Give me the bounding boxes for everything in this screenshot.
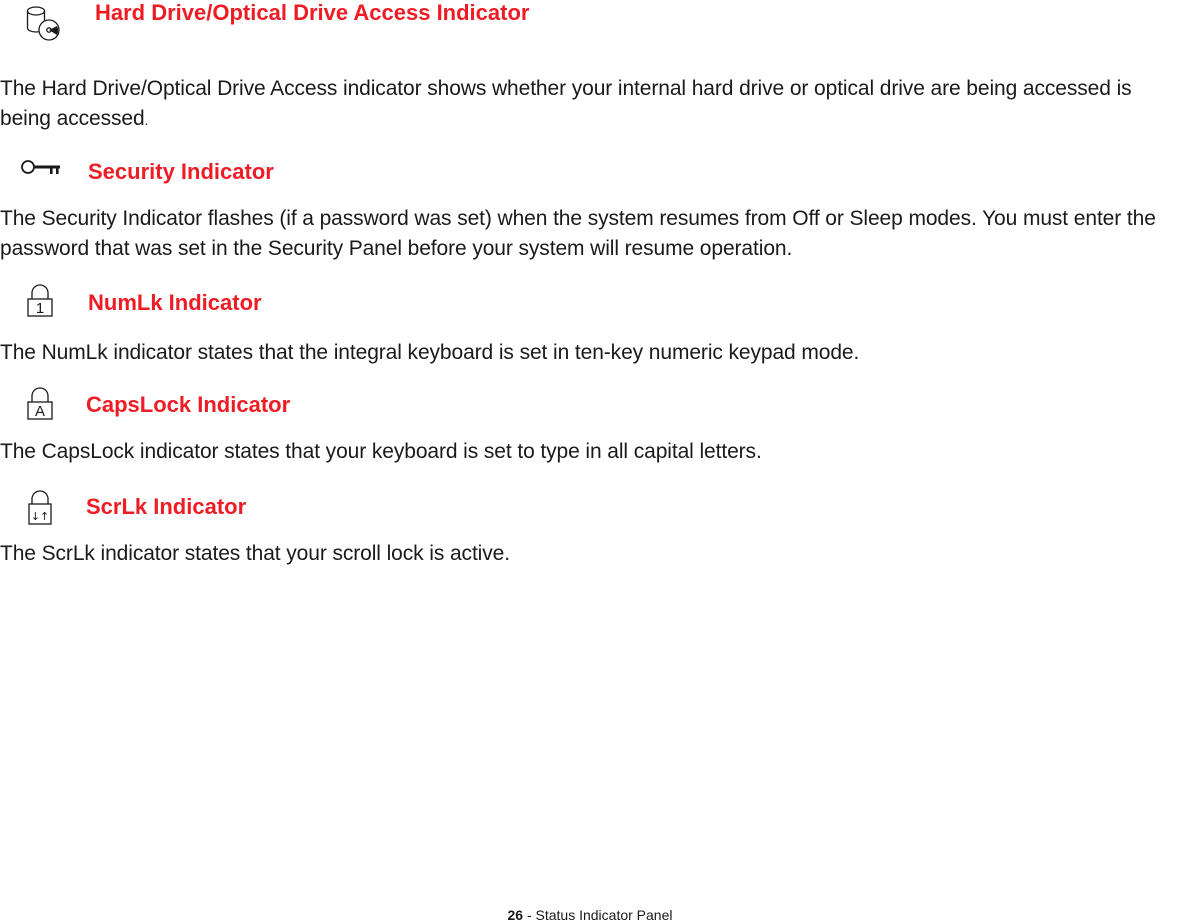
page-number: 26 bbox=[507, 907, 524, 923]
hard-drive-indicator-heading: Hard Drive/Optical Drive Access Indicator bbox=[95, 0, 530, 25]
page-footer bbox=[0, 906, 1180, 924]
numlk-indicator-heading: NumLk Indicator bbox=[88, 290, 262, 315]
security-indicator-description: The Security Indicator flashes (if a password was set) when the system resumes from Off or Sleep modes. You must enter the password that was set in the Security Panel before your system will resume operation. bbox=[0, 207, 1156, 260]
security-indicator-heading: Security Indicator bbox=[88, 159, 274, 184]
scrlk-indicator-heading: ScrLk Indicator bbox=[86, 494, 247, 519]
capslock-icon bbox=[26, 386, 54, 422]
scrolllock-icon bbox=[26, 490, 54, 526]
capslock-indicator-description: The CapsLock indicator states that your keyboard is set to type in all capital letters. bbox=[0, 440, 762, 463]
footer-section-title: - Status Indicator Panel bbox=[523, 907, 673, 923]
hard-drive-optical-icon bbox=[24, 2, 64, 42]
hard-drive-description-period: . bbox=[144, 112, 149, 128]
hard-drive-indicator-description bbox=[0, 74, 1180, 135]
numlk-indicator-description: The NumLk indicator states that the integral keyboard is set in ten-key numeric keypad mode. bbox=[0, 341, 860, 364]
key-icon bbox=[20, 158, 62, 180]
capslock-indicator-heading: CapsLock Indicator bbox=[86, 392, 291, 417]
scrlk-indicator-description: The ScrLk indicator states that your scroll lock is active. bbox=[0, 542, 510, 565]
scrolllock-icon-glyph: ↓↑ bbox=[30, 510, 50, 523]
numlock-icon-glyph: 1 bbox=[35, 300, 45, 317]
numlock-icon bbox=[26, 283, 54, 319]
hard-drive-description-text: The Hard Drive/Optical Drive Access indicator shows whether your internal hard drive or optical drive are being accessed is being accessed bbox=[0, 77, 1132, 130]
capslock-icon-glyph: A bbox=[34, 403, 46, 420]
